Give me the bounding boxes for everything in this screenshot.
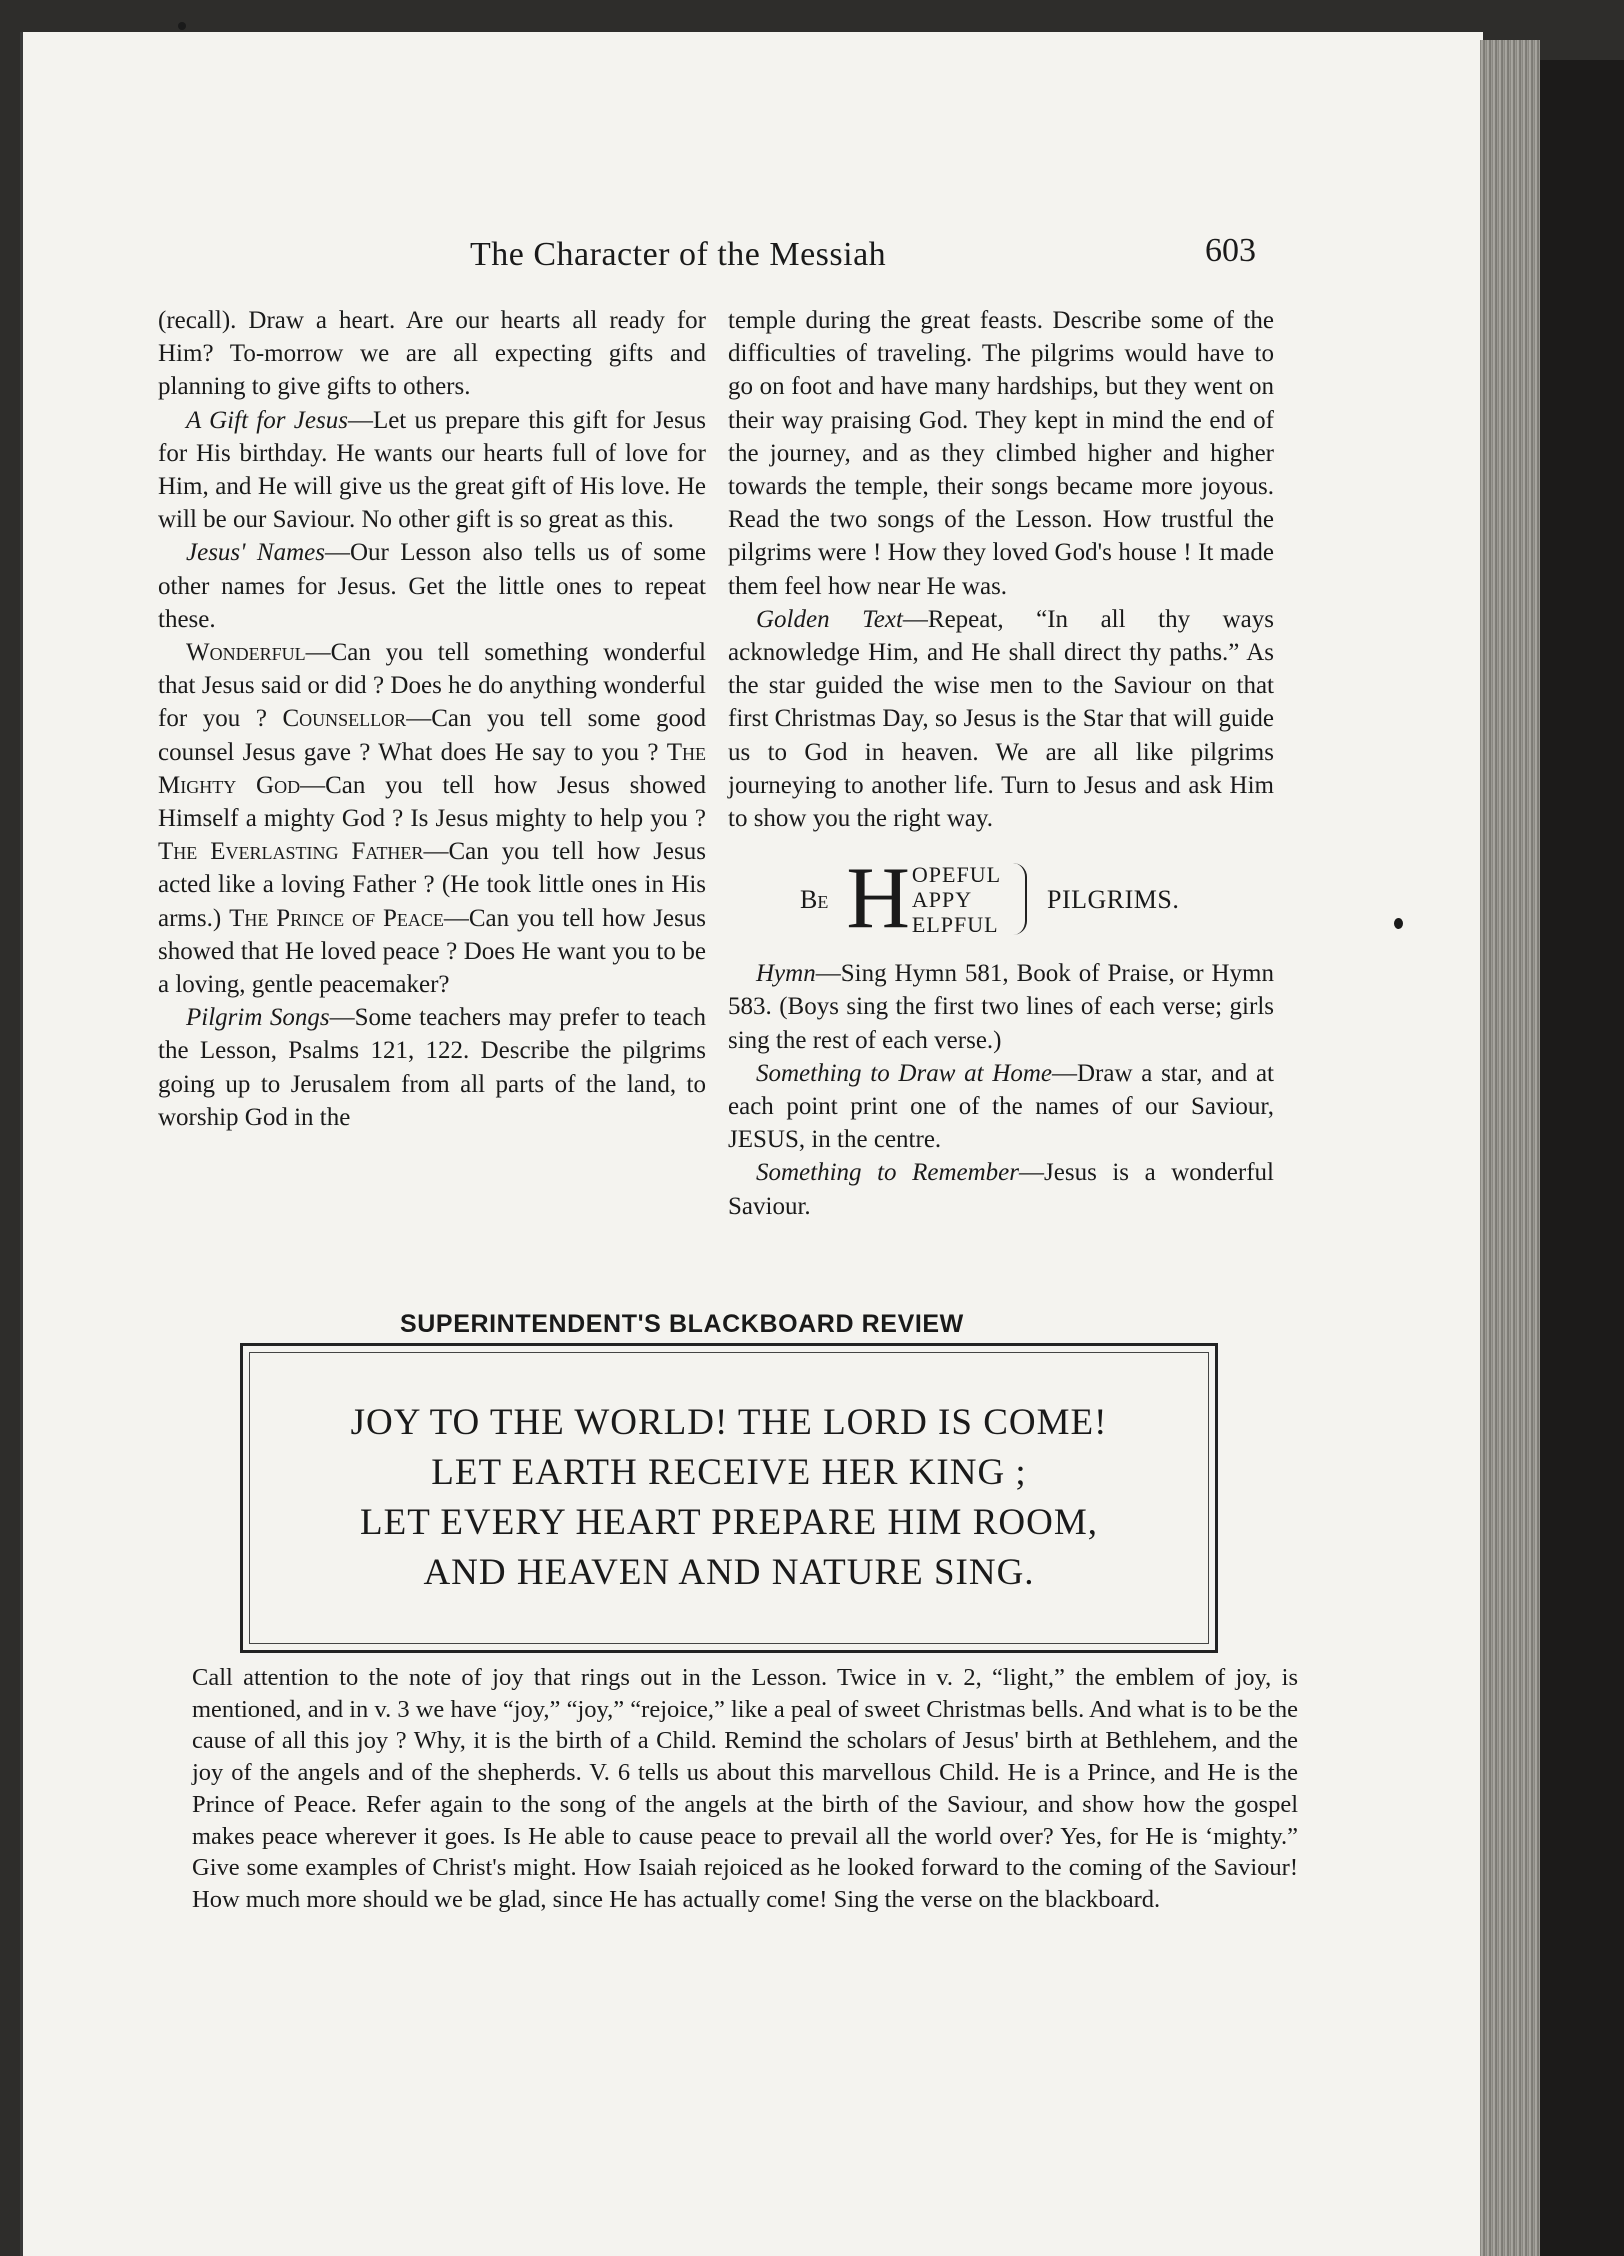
name-label: Wonderful [186,639,306,667]
name-label: The Mighty God [158,738,706,799]
speck [1394,918,1403,929]
section-label: Hymn [756,960,816,988]
word-stack: OPEFUL APPY ELPFUL [911,861,1002,937]
paragraph: (recall). Draw a heart. Are our hearts all ready for Him? To-morrow we are all expecting gifts and planning to give gifts to others. [158,307,706,401]
brace-icon [1011,863,1027,935]
review-line: LET EVERY HEART PREPARE HIM ROOM, [360,1502,1098,1543]
review-line: AND HEAVEN AND NATURE SING. [423,1552,1035,1593]
paragraph: A Gift for Jesus—Let us prepare this gift for Jesus for His birthday. He wants our hearts full of love for Him, and He will give us the great gift of His love. He will be our Saviour. No other gift is so great as this. [158,406,706,534]
blackboard-review-text [249,1352,1209,1644]
blackboard-review-box [240,1343,1218,1653]
section-label: Something to Draw at Home [756,1059,1052,1087]
section-label: Golden Text [756,605,903,633]
paragraph: Golden Text—Repeat, “In all thy ways acknowledge Him, and He shall direct thy paths.” As the star guided the wise men to the Saviour on that first Christmas Day, so Jesus is the Star that will guide us to God in heaven. We are all like pilgrims journeying to another life. Turn to Jesus and ask Him to show you the right way. [728,605,1274,833]
paragraph: Jesus' Names—Our Lesson also tells us of some other names for Jesus. Get the little ones to repeat these. [158,539,706,633]
hopeful-happy-helpful-figure [800,850,1274,948]
review-line: LET EARTH RECEIVE HER KING ; [431,1452,1027,1493]
be-word: Be [800,884,829,914]
paragraph: Hymn—Sing Hymn 581, Book of Praise, or Hymn 583. (Boys sing the first two lines of each verse; girls sing the rest of each verse.) [728,960,1274,1054]
left-column [158,304,706,1134]
right-column [728,304,1274,1223]
section-label: Jesus' Names [186,539,325,567]
page-number: 603 [1205,232,1256,269]
paragraph: temple during the great feasts. Describe some of the difficulties of traveling. The pilgrims would have to go on foot and have many hardships, but they went on their way praising God. They kept in mind the end of the journey, and as they climbed higher and higher towards the temple, their songs became more joyous. Read the two songs of the Lesson. How trustful the pilgrims were ! How they loved God's house ! It made them feel how near He was. [728,307,1274,600]
big-letter-h: H [846,850,910,948]
review-heading: SUPERINTENDENT'S BLACKBOARD REVIEW [400,1310,964,1338]
name-label: Counsellor [282,705,407,733]
section-label: Something to Remember [756,1159,1020,1187]
review-line: JOY TO THE WORLD! THE LORD IS COME! [350,1402,1108,1443]
paragraph: Something to Draw at Home—Draw a star, and at each point print one of the names of our Saviour, JESUS, in the centre. [728,1059,1274,1154]
page-edges [1480,40,1540,2256]
section-label: A Gift for Jesus [186,406,348,434]
running-head: The Character of the Messiah [470,236,887,273]
pilgrims-word: PILGRIMS. [1047,884,1180,914]
binding-shadow [1540,60,1624,2256]
paragraph: Wonderful—Can you tell something wonderful that Jesus said or did ? Does he do anything wonderful for you ? Counsellor—Can you tell some good counsel Jesus gave ? What does He say to you ? The Mighty God—Can you tell how Jesus showed Himself a mighty God ? Is Jesus mighty to help you ? The Everlasting Father—Can you tell how Jesus acted like a loving Father ? (He took little ones in His arms.) The Prince of Peace—Can you tell how Jesus showed that He loved peace ? Does He want you to be a loving, gentle peacemaker? [158,639,707,999]
paragraph: Pilgrim Songs—Some teachers may prefer to teach the Lesson, Psalms 121, 122. Describe the pilgrims going up to Jerusalem from all parts of the land, to worship God in the [158,1004,706,1131]
closing-paragraph: Call attention to the note of joy that rings out in the Lesson. Twice in v. 2, “light,” the emblem of joy, is mentioned, and in v. 3 we have “joy,” “joy,” “rejoice,” like a peal of sweet Christmas bells. And what is to be the cause of all this joy ? Why, it is the birth of a Child. Remind the scholars of Jesus' birth at Bethlehem, and the joy of the angels and of the shepherds. V. 6 tells us about this marvellous Child. He is a Prince, and He is the Prince of Peace. Refer again to the song of the angels at the birth of the Saviour, and show how the gospel makes peace wherever it goes. Is He able to cause peace to prevail all the world over? Yes, for He is ‘mighty.” Give some examples of Christ's might. How Isaiah rejoiced as he looked forward to the coming of the Saviour! How much more should we be glad, since He has actually come! Sing the verse on the blackboard. [192,1664,1298,1913]
speck [178,22,186,30]
paragraph: Something to Remember—Jesus is a wonderful Saviour. [728,1159,1274,1220]
name-label: The Prince of Peace [229,904,444,932]
section-label: Pilgrim Songs [186,1004,330,1032]
name-label: The Everlasting Father [158,838,424,866]
